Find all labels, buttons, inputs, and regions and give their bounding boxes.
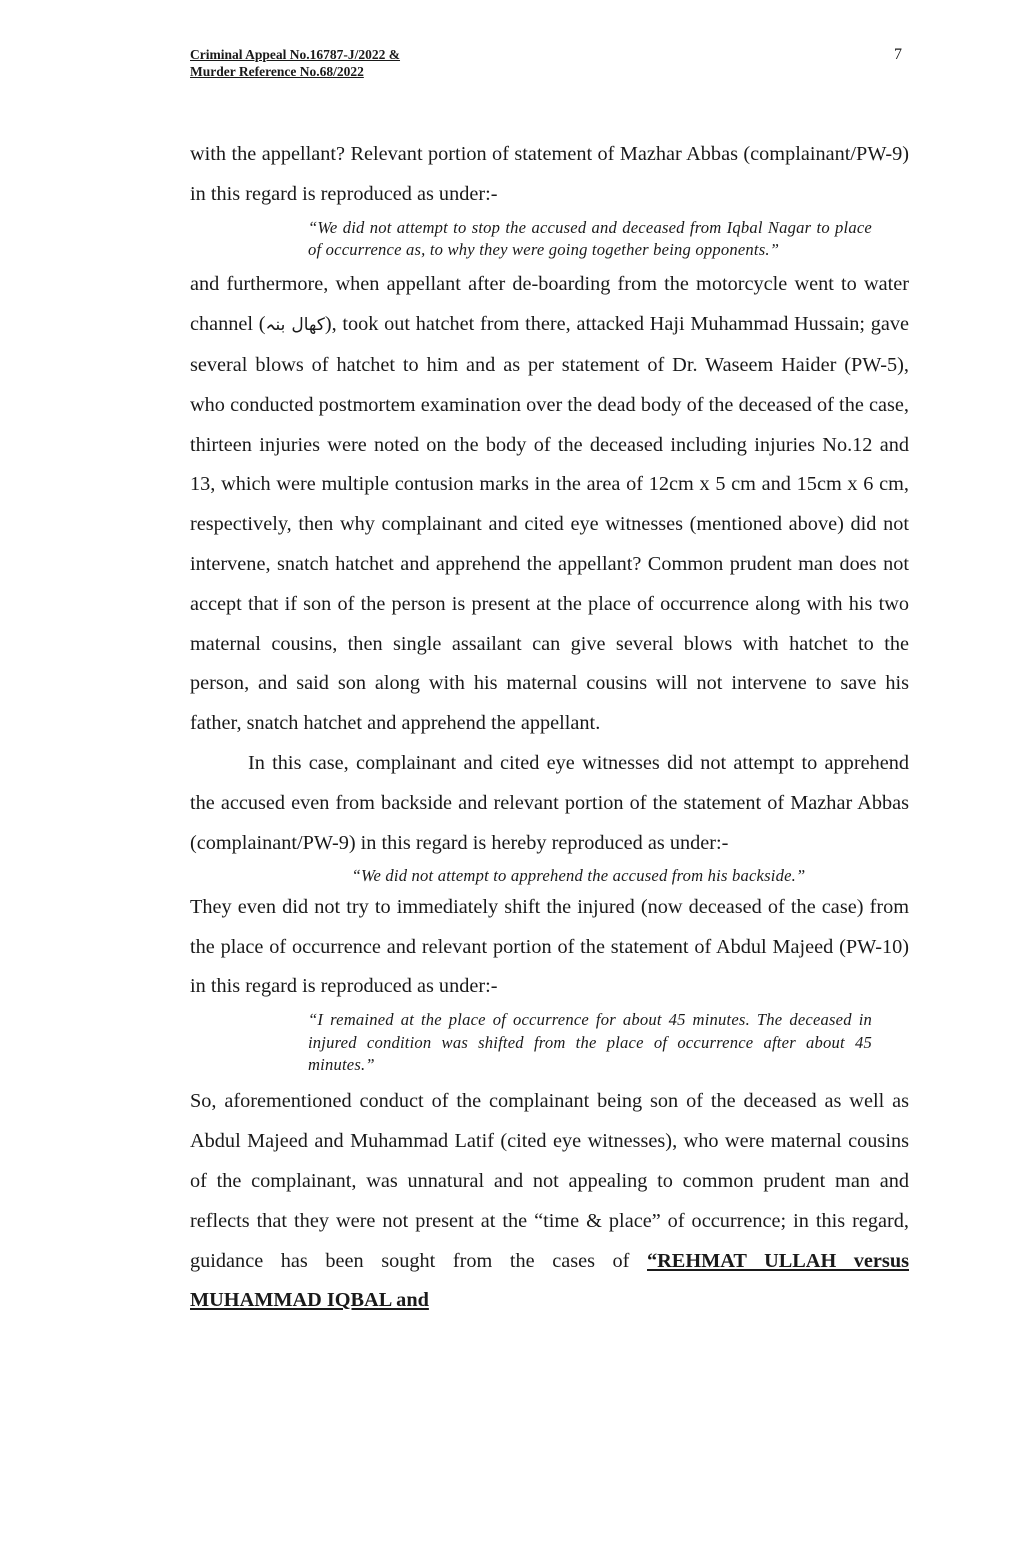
paragraph-5 — [190, 1082, 909, 1321]
paragraph-1: with the appellant? Relevant portion of statement of Mazhar Abbas (complainant/PW-9) in this regard is reproduced as under:- — [190, 143, 909, 205]
quote-3: “I remained at the place of occurrence for about 45 minutes. The deceased in injured condition was shifted from the place of occurrence after about 45 minutes.” — [308, 1010, 872, 1074]
case-header — [190, 46, 400, 80]
reference-number-line: Murder Reference No.68/2022 — [190, 64, 364, 79]
paragraph-2-start: and furthermore, when appellant after de-boarding from the motorcycle went to water channel ( — [190, 273, 909, 336]
paragraph-5-text: So, aforementioned conduct of the complainant being son of the deceased as well as Abdul Majeed and Muhammad Latif (cited eye witnesses), who were maternal cousins of the complainant, was unnatural and not appealing to common prudent man and reflects that they were not present at the “time & place” of occurrence; in this regard, guidance has been sought from the cases of — [190, 1090, 909, 1272]
paragraph-2-rest: ), took out hatchet from there, attacked Haji Muhammad Hussain; gave several blows of hatchet to him and as per statement of Dr. Waseem Haider (PW-5), who conducted postmortem examination over the dead body of the deceased of the case, thirteen injuries were noted on the body of the deceased including injuries No.12 and 13, which were multiple contusion marks in the area of 12cm x 5 cm and 15cm x 6 cm, respectively, then why complainant and cited eye witnesses (mentioned above) did not intervene, snatch hatchet and apprehend the appellant? Common prudent man does not accept that if son of the person is present at the place of occurrence along with his two maternal cousins, then single assailant can give several blows with hatchet to the person, and said son along with his maternal cousins will not intervene to save his father, snatch hatchet and apprehend the appellant. — [190, 313, 910, 735]
quote-1: “We did not attempt to stop the accused and deceased from Iqbal Nagar to place of occurrence as, to why they were going together being opponents.” — [308, 217, 872, 259]
page-number: 7 — [894, 46, 902, 63]
case-citation: “REHMAT ULLAH versus MUHAMMAD IQBAL and — [190, 1249, 909, 1312]
paragraph-4: They even did not try to immediately shift the injured (now deceased of the case) from the place of occurrence and relevant portion of the statement of Abdul Majeed (PW-10) in this regard is reproduced as under:- — [190, 895, 909, 998]
document-body — [190, 135, 909, 1321]
case-number-line: Criminal Appeal No.16787-J/2022 & — [190, 47, 401, 62]
paragraph-3: In this case, complainant and cited eye witnesses did not attempt to apprehend the accused even from backside and relevant portion of the statement of Mazhar Abbas (complainant/PW-9) in this regard is hereby reproduced as under:- — [190, 751, 909, 854]
paragraph-2 — [190, 265, 909, 744]
urdu-term: کھال بنہ — [265, 315, 325, 336]
quote-2: “We did not attempt to apprehend the accused from his backside.” — [351, 866, 806, 886]
